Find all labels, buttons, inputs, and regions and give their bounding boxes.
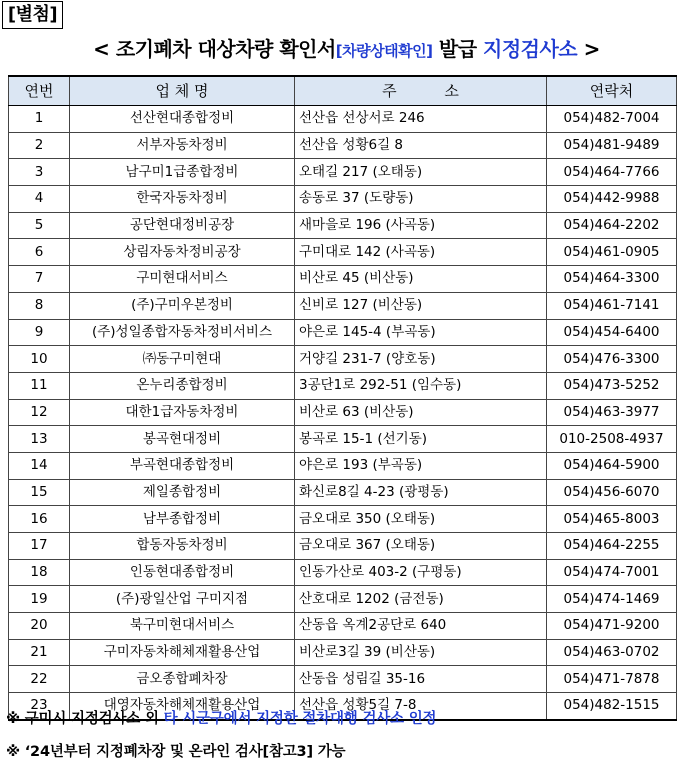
cell-address: 선산읍 성황6길 8 <box>295 132 547 159</box>
note-1-text: ※ 구미시 지정검사소 외 <box>6 711 164 727</box>
cell-no: 16 <box>9 506 70 533</box>
title-subtitle: [차량상태확인] <box>335 42 433 60</box>
cell-no: 20 <box>9 613 70 640</box>
cell-contact: 054)463-0702 <box>547 639 677 666</box>
cell-no: 22 <box>9 666 70 693</box>
cell-address: 금오대로 350 (오태동) <box>295 506 547 533</box>
cell-company: 대영자동차해체재활용산업 <box>70 693 295 720</box>
cell-company: 제일종합정비 <box>70 479 295 506</box>
cell-company: 공단현대정비공장 <box>70 212 295 239</box>
table-row <box>9 399 677 426</box>
note-1-highlight: 타 시군구에서 지정한 절차대행 검사소 인정 <box>163 711 437 727</box>
cell-no: 12 <box>9 399 70 426</box>
cell-address: 선산읍 선상서로 246 <box>295 106 547 133</box>
table-row <box>9 639 677 666</box>
title-mid: 발급 <box>432 37 484 61</box>
cell-address: 금오대로 367 (오태동) <box>295 533 547 560</box>
cell-no: 3 <box>9 159 70 186</box>
cell-no: 7 <box>9 266 70 293</box>
title-close: > <box>577 37 600 61</box>
attachment-tag: [별첨] <box>2 1 63 29</box>
cell-contact: 054)461-7141 <box>547 292 677 319</box>
cell-company: 봉곡현대정비 <box>70 426 295 453</box>
table-row <box>9 132 677 159</box>
cell-no: 1 <box>9 106 70 133</box>
cell-address: 비산로 45 (비산동) <box>295 266 547 293</box>
table-row <box>9 372 677 399</box>
cell-company: 상림자동차정비공장 <box>70 239 295 266</box>
cell-address: 신비로 127 (비산동) <box>295 292 547 319</box>
table-row <box>9 239 677 266</box>
cell-no: 4 <box>9 186 70 213</box>
cell-address: 산동읍 옥계2공단로 640 <box>295 613 547 640</box>
cell-no: 10 <box>9 346 70 373</box>
cell-no: 11 <box>9 372 70 399</box>
cell-no: 9 <box>9 319 70 346</box>
cell-company: 남구미1급종합정비 <box>70 159 295 186</box>
table-row <box>9 106 677 133</box>
cell-address: 산동읍 성림길 35-16 <box>295 666 547 693</box>
cell-contact: 054)474-7001 <box>547 559 677 586</box>
cell-contact: 054)471-7878 <box>547 666 677 693</box>
cell-no: 19 <box>9 586 70 613</box>
page-title <box>0 34 693 66</box>
cell-contact: 054)464-7766 <box>547 159 677 186</box>
cell-contact: 054)482-1515 <box>547 693 677 720</box>
table-row <box>9 586 677 613</box>
cell-contact: 054)473-5252 <box>547 372 677 399</box>
table-row <box>9 346 677 373</box>
cell-contact: 054)461-0905 <box>547 239 677 266</box>
cell-company: 남부종합정비 <box>70 506 295 533</box>
cell-contact: 054)481-9489 <box>547 132 677 159</box>
cell-contact: 054)482-7004 <box>547 106 677 133</box>
cell-company: 합동자동차정비 <box>70 533 295 560</box>
table-row <box>9 452 677 479</box>
cell-company: 선산현대종합정비 <box>70 106 295 133</box>
cell-address: 야은로 193 (부곡동) <box>295 452 547 479</box>
cell-contact: 054)464-5900 <box>547 452 677 479</box>
cell-contact: 054)454-6400 <box>547 319 677 346</box>
table-row <box>9 533 677 560</box>
table-row <box>9 479 677 506</box>
cell-address: 비산로 63 (비산동) <box>295 399 547 426</box>
cell-contact: 054)474-1469 <box>547 586 677 613</box>
cell-company: (주)성일종합자동차정비서비스 <box>70 319 295 346</box>
table-row <box>9 212 677 239</box>
cell-company: 부곡현대종합정비 <box>70 452 295 479</box>
title-highlight: 지정검사소 <box>483 37 578 61</box>
table-row <box>9 506 677 533</box>
table-row <box>9 159 677 186</box>
cell-company: ㈜동구미현대 <box>70 346 295 373</box>
table-row <box>9 186 677 213</box>
cell-no: 15 <box>9 479 70 506</box>
table-row <box>9 613 677 640</box>
header-no: 연번 <box>9 76 70 106</box>
cell-address: 새마을로 196 (사곡동) <box>295 212 547 239</box>
table-body <box>9 106 677 720</box>
cell-address: 야은로 145-4 (부곡동) <box>295 319 547 346</box>
cell-address: 비산로3길 39 (비산동) <box>295 639 547 666</box>
cell-no: 14 <box>9 452 70 479</box>
cell-contact: 054)456-6070 <box>547 479 677 506</box>
cell-no: 13 <box>9 426 70 453</box>
cell-contact: 054)464-2202 <box>547 212 677 239</box>
cell-address: 오태길 217 (오태동) <box>295 159 547 186</box>
cell-no: 17 <box>9 533 70 560</box>
table-row <box>9 559 677 586</box>
header-address: 주 소 <box>295 76 547 106</box>
cell-company: 대한1급자동차정비 <box>70 399 295 426</box>
cell-company: 금오종합폐차장 <box>70 666 295 693</box>
table-row <box>9 292 677 319</box>
cell-contact: 054)476-3300 <box>547 346 677 373</box>
cell-address: 봉곡로 15-1 (선기동) <box>295 426 547 453</box>
cell-address: 송동로 37 (도량동) <box>295 186 547 213</box>
cell-address: 선산읍 성황5길 7-8 <box>295 693 547 720</box>
cell-address: 인동가산로 403-2 (구평동) <box>295 559 547 586</box>
table-row <box>9 426 677 453</box>
cell-no: 21 <box>9 639 70 666</box>
cell-no: 5 <box>9 212 70 239</box>
header-contact: 연락처 <box>547 76 677 106</box>
cell-contact: 054)464-2255 <box>547 533 677 560</box>
inspection-station-table <box>8 75 677 721</box>
cell-contact: 010-2508-4937 <box>547 426 677 453</box>
cell-address: 산호대로 1202 (금전동) <box>295 586 547 613</box>
cell-contact: 054)471-9200 <box>547 613 677 640</box>
table-row <box>9 266 677 293</box>
note-1 <box>6 707 436 728</box>
cell-company: 북구미현대서비스 <box>70 613 295 640</box>
table-header-row <box>9 76 677 106</box>
cell-contact: 054)464-3300 <box>547 266 677 293</box>
cell-contact: 054)442-9988 <box>547 186 677 213</box>
cell-company: 구미자동차해체재활용산업 <box>70 639 295 666</box>
cell-company: 한국자동차정비 <box>70 186 295 213</box>
cell-address: 거양길 231-7 (양호동) <box>295 346 547 373</box>
header-company: 업 체 명 <box>70 76 295 106</box>
cell-company: 인동현대종합정비 <box>70 559 295 586</box>
cell-company: (주)구미우본정비 <box>70 292 295 319</box>
cell-no: 23 <box>9 693 70 720</box>
cell-address: 3공단1로 292-51 (임수동) <box>295 372 547 399</box>
cell-contact: 054)463-3977 <box>547 399 677 426</box>
cell-no: 2 <box>9 132 70 159</box>
cell-address: 구미대로 142 (사곡동) <box>295 239 547 266</box>
cell-company: (주)광일산업 구미지점 <box>70 586 295 613</box>
table-row <box>9 319 677 346</box>
table-row <box>9 666 677 693</box>
cell-company: 서부자동차정비 <box>70 132 295 159</box>
cell-no: 8 <box>9 292 70 319</box>
cell-contact: 054)465-8003 <box>547 506 677 533</box>
title-open: < 조기폐차 대상차량 확인서 <box>93 37 336 61</box>
cell-no: 18 <box>9 559 70 586</box>
cell-no: 6 <box>9 239 70 266</box>
cell-company: 온누리종합정비 <box>70 372 295 399</box>
cell-address: 화신로8길 4-23 (광평동) <box>295 479 547 506</box>
cell-company: 구미현대서비스 <box>70 266 295 293</box>
note-2: ※ ‘24년부터 지정폐차장 및 온라인 검사[참고3] 가능 <box>6 744 346 760</box>
